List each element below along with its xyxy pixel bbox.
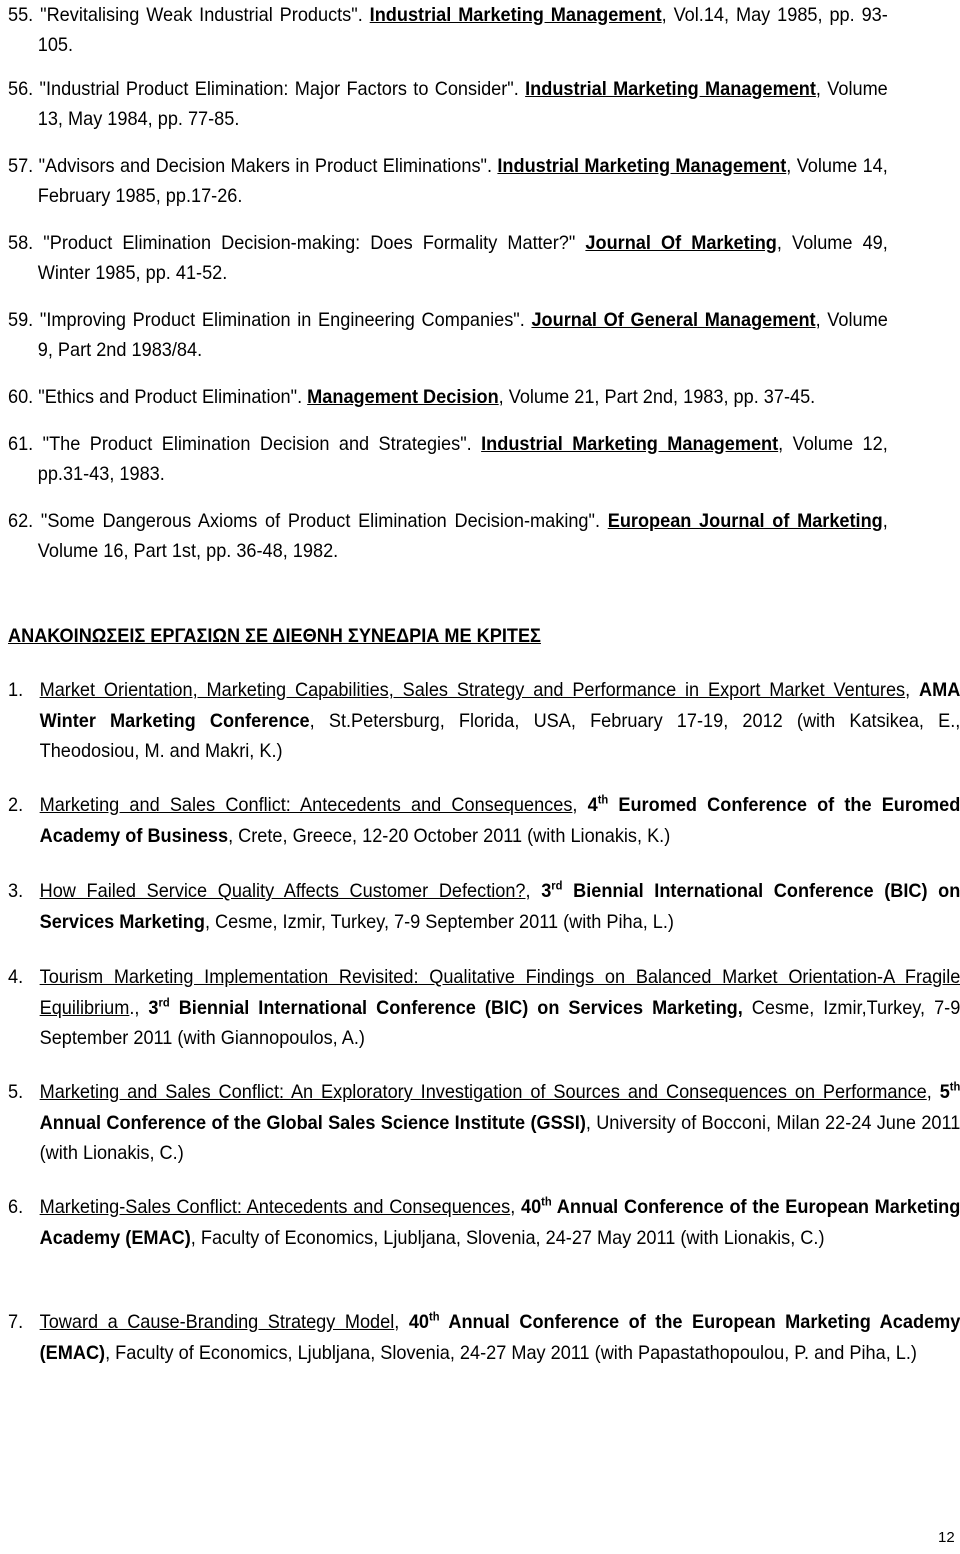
conference-number: 4. <box>8 966 24 988</box>
conference-entry: 4. Tourism Marketing Implementation Revisited: Qualitative Findings on Balanced Market Orientation-A Fragile Equilibrium., 3rd Biennial International Conference (BIC) on Services Marketing, Cesme, Izmir,Turkey, 7-9 September 2011 (with Giannopoulos, A.) <box>8 962 960 1054</box>
reference-details: , Volume 13, May 1984, pp. 77-85. <box>37 78 888 130</box>
conference-paper-title: Market Orientation, Marketing Capabilities, Sales Strategy and Performance in Export Market Ventures <box>39 679 906 701</box>
reference-title: "Product Elimination Decision-making: Does Formality Matter?" <box>43 232 576 254</box>
reference-journal: Industrial Marketing Management <box>369 4 662 26</box>
reference-entry <box>8 228 888 288</box>
conference-paper-title: Marketing and Sales Conflict: Antecedents and Consequences <box>39 794 573 816</box>
conference-paper-title: How Failed Service Quality Affects Customer Defection? <box>39 880 526 902</box>
reference-number: 61. <box>8 433 34 455</box>
reference-title: "Industrial Product Elimination: Major Factors to Consider". <box>39 78 519 100</box>
conference-paper-title: Marketing-Sales Conflict: Antecedents and Consequences <box>39 1196 511 1218</box>
conference-name: 40th Annual Conference of the European Marketing Academy (EMAC) <box>39 1309 960 1364</box>
conference-entry: 5. Marketing and Sales Conflict: An Exploratory Investigation of Sources and Consequences on Performance, 5th Annual Conference of the Global Sales Science Institute (GSSI), University of Bocconi, Milan 22-24 June 2011 (with Lionakis, C.) <box>8 1077 960 1169</box>
conference-number: 5. <box>8 1081 24 1103</box>
conference-paper-title: Toward a Cause-Branding Strategy Model <box>39 1311 395 1333</box>
reference-details: , Volume 21, Part 2nd, 1983, pp. 37-45. <box>498 386 816 408</box>
reference-entry <box>8 151 888 211</box>
reference-journal: Industrial Marketing Management <box>497 155 787 177</box>
conference-entry: 3. How Failed Service Quality Affects Customer Defection?, 3rd Biennial International Conference (BIC) on Services Marketing, Cesme, Izmir, Turkey, 7-9 September 2011 (with Piha, L.) <box>8 876 960 937</box>
conference-entry: 7. Toward a Cause-Branding Strategy Model, 40th Annual Conference of the European Marketing Academy (EMAC), Faculty of Economics, Ljubljana, Slovenia, 24-27 May 2011 (with Papastathopoulou, P. and Piha, L.) <box>8 1307 960 1368</box>
conference-details: , St.Petersburg, Florida, USA, February 17-19, 2012 (with Katsikea, E., Theodosiou, M. and Makri, K.) <box>39 709 960 762</box>
reference-details: , Volume 16, Part 1st, pp. 36-48, 1982. <box>37 510 888 562</box>
reference-title: "The Product Elimination Decision and Strategies". <box>42 433 472 455</box>
conference-number: 6. <box>8 1196 24 1218</box>
reference-entry <box>8 0 888 60</box>
conference-paper-title: Marketing and Sales Conflict: An Exploratory Investigation of Sources and Consequences on Performance <box>39 1081 927 1103</box>
conference-details: , Faculty of Economics, Ljubljana, Slovenia, 24-27 May 2011 (with Lionakis, C.) <box>190 1226 825 1249</box>
reference-title: "Revitalising Weak Industrial Products". <box>40 4 363 26</box>
reference-number: 57. <box>8 155 34 177</box>
reference-journal: Journal Of General Management <box>531 309 816 331</box>
conference-details: , Cesme, Izmir, Turkey, 7-9 September 2011 (with Piha, L.) <box>204 910 674 933</box>
conference-number: 2. <box>8 794 24 816</box>
reference-journal: Journal Of Marketing <box>585 232 777 254</box>
conference-number: 1. <box>8 679 24 701</box>
reference-number: 55. <box>8 4 34 26</box>
reference-entry <box>8 506 888 566</box>
reference-number: 60. <box>8 386 34 408</box>
conference-details: , Crete, Greece, 12-20 October 2011 (with Lionakis, K.) <box>228 824 671 847</box>
conference-name: 5th Annual Conference of the Global Sales Science Institute (GSSI) <box>39 1079 960 1134</box>
conference-entry: 1. Market Orientation, Marketing Capabilities, Sales Strategy and Performance in Export Market Ventures, AMA Winter Marketing Conference, St.Petersburg, Florida, USA, February 17-19, 2012 (with Katsikea, E., Theodosiou, M. and Makri, K.) <box>8 675 960 767</box>
reference-title: "Advisors and Decision Makers in Product Eliminations". <box>38 155 493 177</box>
reference-number: 58. <box>8 232 34 254</box>
reference-entry <box>8 382 888 412</box>
reference-title: "Ethics and Product Elimination". <box>38 386 303 408</box>
conference-name: 3rd Biennial International Conference (BIC) on Services Marketing, <box>148 995 743 1019</box>
reference-title: "Some Dangerous Axioms of Product Elimination Decision-making". <box>40 510 601 532</box>
conference-details: , University of Bocconi, Milan 22-24 June 2011 (with Lionakis, C.) <box>39 1111 960 1164</box>
reference-entry <box>8 74 888 134</box>
reference-details: , Volume 12, pp.31-43, 1983. <box>37 433 888 485</box>
reference-number: 62. <box>8 510 34 532</box>
conference-entry: 2. Marketing and Sales Conflict: Antecedents and Consequences, 4th Euromed Conference of the Euromed Academy of Business, Crete, Greece, 12-20 October 2011 (with Lionakis, K.) <box>8 790 960 851</box>
reference-details: , Vol.14, May 1985, pp. 93-105. <box>37 4 888 56</box>
conference-number: 7. <box>8 1311 24 1333</box>
reference-number: 59. <box>8 309 34 331</box>
conference-name: 4th Euromed Conference of the Euromed Academy of Business <box>39 792 960 847</box>
reference-number: 56. <box>8 78 34 100</box>
conference-name: 40th Annual Conference of the European Marketing Academy (EMAC) <box>39 1194 960 1249</box>
reference-details: , Volume 49, Winter 1985, pp. 41-52. <box>37 232 888 284</box>
conference-details: Cesme, Izmir,Turkey, 7-9 September 2011 (with Giannopoulos, A.) <box>39 996 960 1049</box>
conference-entry: 6. Marketing-Sales Conflict: Antecedents and Consequences, 40th Annual Conference of the European Marketing Academy (EMAC), Faculty of Economics, Ljubljana, Slovenia, 24-27 May 2011 (with Lionakis, C.) <box>8 1192 960 1253</box>
page-number: 12 <box>938 1529 955 1546</box>
reference-details: , Volume 9, Part 2nd 1983/84. <box>37 309 888 361</box>
reference-entry <box>8 429 888 489</box>
conference-details: , Faculty of Economics, Ljubljana, Slovenia, 24-27 May 2011 (with Papastathopoulou, P. and Piha, L.) <box>105 1341 917 1364</box>
reference-title: "Improving Product Elimination in Engineering Companies". <box>39 309 525 331</box>
reference-journal: European Journal of Marketing <box>607 510 883 532</box>
reference-entry <box>8 305 888 365</box>
conference-name: 3rd Biennial International Conference (BIC) on Services Marketing <box>39 878 960 933</box>
reference-details: , Volume 14, February 1985, pp.17-26. <box>37 155 888 207</box>
conference-number: 3. <box>8 880 24 902</box>
conference-name: AMA Winter Marketing Conference <box>39 679 960 732</box>
reference-journal: Management Decision <box>307 386 499 408</box>
reference-journal: Industrial Marketing Management <box>481 433 779 455</box>
conference-paper-title: Tourism Marketing Implementation Revisited: Qualitative Findings on Balanced Market Orientation-A Fragile Equilibrium <box>39 966 960 1019</box>
reference-journal: Industrial Marketing Management <box>525 78 816 100</box>
section-heading: ΑΝΑΚΟΙΝΩΣΕΙΣ ΕΡΓΑΣΙΩΝ ΣΕ ΔΙΕΘΝΗ ΣΥΝΕΔΡΙΑ ΜΕ ΚΡΙΤΕΣ <box>8 625 541 647</box>
